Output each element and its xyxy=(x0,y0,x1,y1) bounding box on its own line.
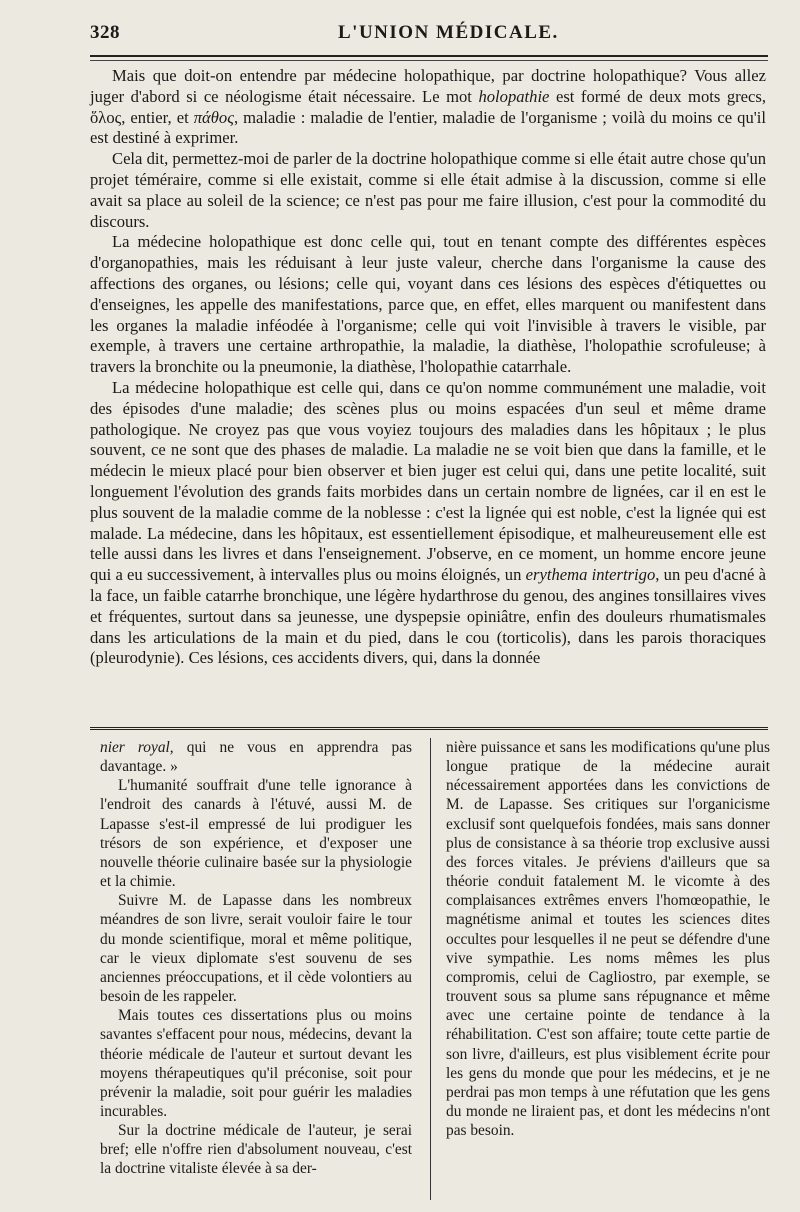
page-number: 328 xyxy=(90,22,120,43)
feuilleton-rule xyxy=(90,727,768,730)
paragraph: Suivre M. de Lapasse dans les nombreux méandres de son livre, serait vouloir faire le tour du monde scientifique, moral et même politique, car le vieux diplomate s'est souvenu de ses anciennes préoccupations, et il cède volontiers au besoin de les rappeler. xyxy=(100,892,412,1006)
italic-term: holopathie xyxy=(478,86,550,106)
paragraph-2: Cela dit, permettez-moi de parler de la doctrine holopathique comme si elle était autre chose qu'un projet téméraire, comme si elle existait, comme si elle était admise à la discussion, comme si elle avait sa place au soleil de la science; ce n'est pas pour me faire illusion, c'est pour la commodité du discours. xyxy=(90,149,766,231)
paragraph-1: Mais que doit-on entendre par médecine holopathique, par doctrine holopathique? Vous allez juger d'abord si ce néologisme était nécessaire. Le mot holopathie est formé de deux mots grecs, ὅλος, entier, et πάθος, maladie : maladie de l'entier, maladie de l'organisme ; voilà du moins ce qu'il est destiné à exprimer. xyxy=(90,66,767,148)
paragraph-3: La médecine holopathique est donc celle qui, tout en tenant compte des différentes espèces d'organopathies, mais les réduisant à leur juste valeur, cherche dans l'organisme la cause des affections des organes, ou lésions; celle qui, voyant dans ces lésions des espèces d'étiquettes ou d'enseignes, les appelle des manifestations, parce que, en effet, elles marquent ou manifestent dans les organes la maladie inféodée à l'organisme; celle qui voit l'invisible à travers le visible, par exemple, à travers une certaine arthropathie, la maladie, la diathèse, l'holopathie scrofuleuse; à travers la bronchite ou la pneumonie, la diathèse, l'holopathie catarrhale. xyxy=(90,232,766,377)
page-header xyxy=(90,18,768,48)
paragraph: L'humanité souffrait d'une telle ignorance à l'endroit des canards à l'étuvé, aussi M. de Lapasse s'est-il empressé de lui prodiguer les trésors de son expérience, et d'exposer une nouvelle théorie culinaire basée sur la physiologie et la chimie. xyxy=(100,777,412,891)
header-rule xyxy=(90,55,768,61)
column-divider xyxy=(430,738,431,1200)
paragraph-continued: nière puissance et sans les modifications qu'une plus longue pratique de la médecine aurait nécessairement apportées dans les convictions de M. de Lapasse. Ses critiques sur l'organicisme exclusif sont quelquefois fondées, mais sans donner plus de consistance à sa théorie trop exclusive aussi des forces vitales. Je préviens d'ailleurs que sa théorie conduit fatalement M. le vicomte à des complaisances extrêmes envers l'homœopathie, le magnétisme animal et toutes les sciences dites occultes pour lesquelles il ne peut se défendre d'une vive sympathie. Les noms mêmes les plus compromis, celui de Cagliostro, par exemple, se trouvent sous sa plume sans répugnance et même avec une certaine pointe de tendance à la réhabilitation. C'est son affaire; toute cette partie de son livre, d'ailleurs, est plus visiblement écrite pour les gens du monde que pour les médecins, et je ne perdrai pas mon temps à une réfutation que les gens du monde ne liraient pas, et dont les médecins n'ont pas besoin. xyxy=(446,739,770,1140)
running-title: L'UNION MÉDICALE. xyxy=(338,22,559,43)
main-article xyxy=(90,66,766,669)
greek-word: πάθος xyxy=(193,107,234,127)
paragraph: Sur la doctrine médicale de l'auteur, je serai bref; elle n'offre rien d'absolument nouveau, c'est la doctrine vitaliste élevée à sa der- xyxy=(100,1122,412,1178)
feuilleton-right-column xyxy=(446,738,770,1140)
paragraph-continued: nier royal, qui ne vous en apprendra pas davantage. » xyxy=(100,739,413,776)
paragraph: Mais toutes ces dissertations plus ou moins savantes s'effacent pour nous, médecins, devant la théorie médicale de l'auteur et surtout devant les moyens thérapeutiques qu'il préconise, soit pour prévenir la maladie, soit pour guérir les maladies incurables. xyxy=(100,1007,412,1120)
feuilleton xyxy=(100,738,770,1200)
paragraph-4: La médecine holopathique est celle qui, dans ce qu'on nomme communément une maladie, voit des épisodes d'une maladie; des scènes plus ou moins espacées d'un seul et même drame pathologique. Ne croyez pas que vous voyiez toujours des maladies dans les hôpitaux ; le plus souvent, ce ne sont que des phases de maladie. La maladie ne se voit bien que dans la famille, et le médecin le mieux placé pour bien observer et bien juger est celui qui, dans une petite localité, suit longuement l'évolution des grands faits morbides dans un certain nombre de lignées, car il en est le plus souvent de la maladie comme de la noblesse : c'est la lignée qui est noble, c'est la lignée qui est malade. La médecine, dans les hôpitaux, est essentiellement épisodique, et malheureusement elle est telle aussi dans les livres et dans l'enseignement. J'observe, en ce moment, un homme encore jeune qui a eu successivement, à intervalles plus ou moins éloignés, un erythema intertrigo, un peu d'acné à la face, un faible catarrhe bronchique, une légère hydarthrose du genou, des angines tonsillaires vives et fréquentes, surtout dans sa jeunesse, une dyspepsie opiniâtre, enfin des douleurs rhumatismales dans les articulations de la main et du pied, dans le cou (torticolis), dans les parois thoraciques (pleurodynie). Ces lésions, ces accidents divers, qui, dans la donnée xyxy=(90,377,766,668)
feuilleton-left-column xyxy=(100,738,412,1179)
greek-word: ὅλος xyxy=(90,107,122,127)
italic-term: erythema intertrigo xyxy=(525,565,656,585)
